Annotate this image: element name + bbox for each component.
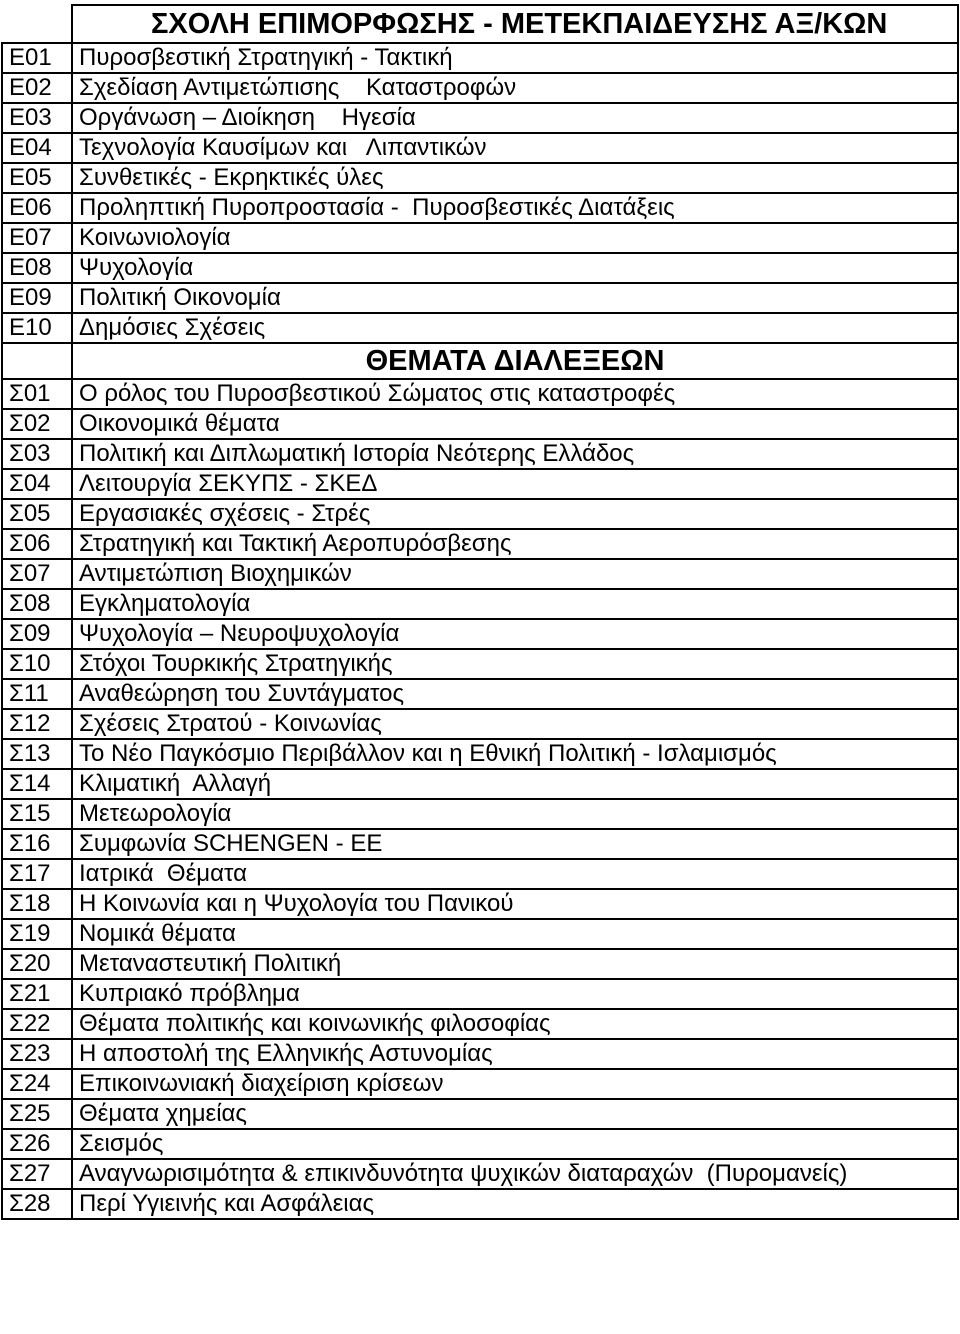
table-row [2, 679, 958, 709]
table-row [2, 469, 958, 499]
row-title: Κυπριακό πρόβλημα [72, 979, 958, 1009]
table-row [2, 559, 958, 589]
row-title: Συμφωνία SCHENGEN - ΕΕ [72, 829, 958, 859]
row-code: Σ25 [2, 1099, 72, 1129]
row-code: Σ19 [2, 919, 72, 949]
table-row [2, 1159, 958, 1189]
row-title: Πολιτική και Διπλωματική Ιστορία Νεότερης Ελλάδος [72, 439, 958, 469]
row-title: Αντιμετώπιση Βιοχημικών [72, 559, 958, 589]
row-code: Σ04 [2, 469, 72, 499]
row-title: Κλιματική Αλλαγή [72, 769, 958, 799]
row-code: Σ05 [2, 499, 72, 529]
table-row [2, 889, 958, 919]
table-row [2, 439, 958, 469]
row-title: Μετεωρολογία [72, 799, 958, 829]
row-code: Σ21 [2, 979, 72, 1009]
table-row [2, 739, 958, 769]
table-row [2, 859, 958, 889]
table-row [2, 829, 958, 859]
row-code: Σ01 [2, 379, 72, 409]
row-title: Θέματα χημείας [72, 1099, 958, 1129]
row-code: Ε02 [2, 73, 72, 103]
table-row [2, 379, 958, 409]
row-title: Ο ρόλος του Πυροσβεστικού Σώματος στις καταστροφές [72, 379, 958, 409]
row-title: Οικονομικά θέματα [72, 409, 958, 439]
course-table [1, 4, 959, 1220]
row-title: Σχέσεις Στρατού - Κοινωνίας [72, 709, 958, 739]
table-row [2, 1099, 958, 1129]
row-title: Ψυχολογία – Νευροψυχολογία [72, 619, 958, 649]
row-title: Δημόσιες Σχέσεις [72, 313, 958, 343]
row-title: Σχεδίαση Αντιμετώπισης Καταστροφών [72, 73, 958, 103]
row-title: Τεχνολογία Καυσίμων και Λιπαντικών [72, 133, 958, 163]
row-title: Ιατρικά Θέματα [72, 859, 958, 889]
row-code: Σ11 [2, 679, 72, 709]
row-code: Σ02 [2, 409, 72, 439]
row-code: Σ23 [2, 1039, 72, 1069]
course-table-body [2, 5, 958, 1219]
table-row [2, 223, 958, 253]
row-code: Σ08 [2, 589, 72, 619]
row-title: Αναγνωρισιμότητα & επικινδυνότητα ψυχικών διαταραχών (Πυρομανείς) [72, 1159, 958, 1189]
row-code: Σ18 [2, 889, 72, 919]
row-code: Σ22 [2, 1009, 72, 1039]
table-row [2, 979, 958, 1009]
row-title: Το Νέο Παγκόσμιο Περιβάλλον και η Εθνική Πολιτική - Ισλαμισμός [72, 739, 958, 769]
row-title: Λειτουργία ΣΕΚΥΠΣ - ΣΚΕΔ [72, 469, 958, 499]
table-row [2, 529, 958, 559]
table-row [2, 133, 958, 163]
table-row [2, 649, 958, 679]
header-empty-cell [2, 5, 72, 43]
row-code: Ε10 [2, 313, 72, 343]
row-code: Σ24 [2, 1069, 72, 1099]
table-row [2, 589, 958, 619]
row-title: Κοινωνιολογία [72, 223, 958, 253]
row-code: Ε03 [2, 103, 72, 133]
table-row [2, 769, 958, 799]
table-row [2, 193, 958, 223]
table-row [2, 1129, 958, 1159]
row-code: Σ28 [2, 1189, 72, 1219]
table-row [2, 709, 958, 739]
table-row [2, 163, 958, 193]
table-row [2, 253, 958, 283]
row-title: Αναθεώρηση του Συντάγματος [72, 679, 958, 709]
row-title: Σεισμός [72, 1129, 958, 1159]
table-row [2, 949, 958, 979]
table-row [2, 619, 958, 649]
table-row [2, 799, 958, 829]
section-row [2, 343, 958, 379]
table-row [2, 1009, 958, 1039]
table-row [2, 1189, 958, 1219]
row-title: Νομικά θέματα [72, 919, 958, 949]
row-code: Σ12 [2, 709, 72, 739]
table-row [2, 1039, 958, 1069]
section-title: ΘΕΜΑΤΑ ΔΙΑΛΕΞΕΩΝ [72, 343, 958, 379]
row-code: Ε09 [2, 283, 72, 313]
row-code: Ε05 [2, 163, 72, 193]
table-row [2, 43, 958, 73]
row-code: Σ20 [2, 949, 72, 979]
row-code: Σ06 [2, 529, 72, 559]
table-row [2, 919, 958, 949]
table-row [2, 283, 958, 313]
table-row [2, 103, 958, 133]
row-title: Εργασιακές σχέσεις - Στρές [72, 499, 958, 529]
row-title: Προληπτική Πυροπροστασία - Πυροσβεστικές Διατάξεις [72, 193, 958, 223]
row-title: Η Κοινωνία και η Ψυχολογία του Πανικού [72, 889, 958, 919]
row-code: Ε06 [2, 193, 72, 223]
table-row [2, 499, 958, 529]
row-code: Σ09 [2, 619, 72, 649]
row-code: Σ15 [2, 799, 72, 829]
row-title: Εγκληματολογία [72, 589, 958, 619]
row-code: Σ16 [2, 829, 72, 859]
row-code: Ε04 [2, 133, 72, 163]
table-row [2, 73, 958, 103]
row-code: Ε07 [2, 223, 72, 253]
table-header-row [2, 5, 958, 43]
row-code: Ε08 [2, 253, 72, 283]
row-code: Σ03 [2, 439, 72, 469]
row-code: Σ07 [2, 559, 72, 589]
row-code: Σ17 [2, 859, 72, 889]
table-row [2, 313, 958, 343]
row-title: Στόχοι Τουρκικής Στρατηγικής [72, 649, 958, 679]
row-code: Σ26 [2, 1129, 72, 1159]
table-row [2, 409, 958, 439]
row-code: Σ10 [2, 649, 72, 679]
row-title: Οργάνωση – Διοίκηση Ηγεσία [72, 103, 958, 133]
row-title: Ψυχολογία [72, 253, 958, 283]
row-title: Συνθετικές - Εκρηκτικές ύλες [72, 163, 958, 193]
row-title: Θέματα πολιτικής και κοινωνικής φιλοσοφίας [72, 1009, 958, 1039]
row-title: Πυροσβεστική Στρατηγική - Τακτική [72, 43, 958, 73]
page-title: ΣΧΟΛΗ ΕΠΙΜΟΡΦΩΣΗΣ - ΜΕΤΕΚΠΑΙΔΕΥΣΗΣ ΑΞ/ΚΩΝ [72, 5, 958, 43]
section-empty-cell [2, 343, 72, 379]
row-title: Η αποστολή της Ελληνικής Αστυνομίας [72, 1039, 958, 1069]
row-code: Ε01 [2, 43, 72, 73]
row-code: Σ14 [2, 769, 72, 799]
row-title: Επικοινωνιακή διαχείριση κρίσεων [72, 1069, 958, 1099]
row-code: Σ27 [2, 1159, 72, 1189]
row-title: Πολιτική Οικονομία [72, 283, 958, 313]
row-title: Περί Υγιεινής και Ασφάλειας [72, 1189, 958, 1219]
row-title: Στρατηγική και Τακτική Αεροπυρόσβεσης [72, 529, 958, 559]
table-row [2, 1069, 958, 1099]
row-title: Μεταναστευτική Πολιτική [72, 949, 958, 979]
row-code: Σ13 [2, 739, 72, 769]
